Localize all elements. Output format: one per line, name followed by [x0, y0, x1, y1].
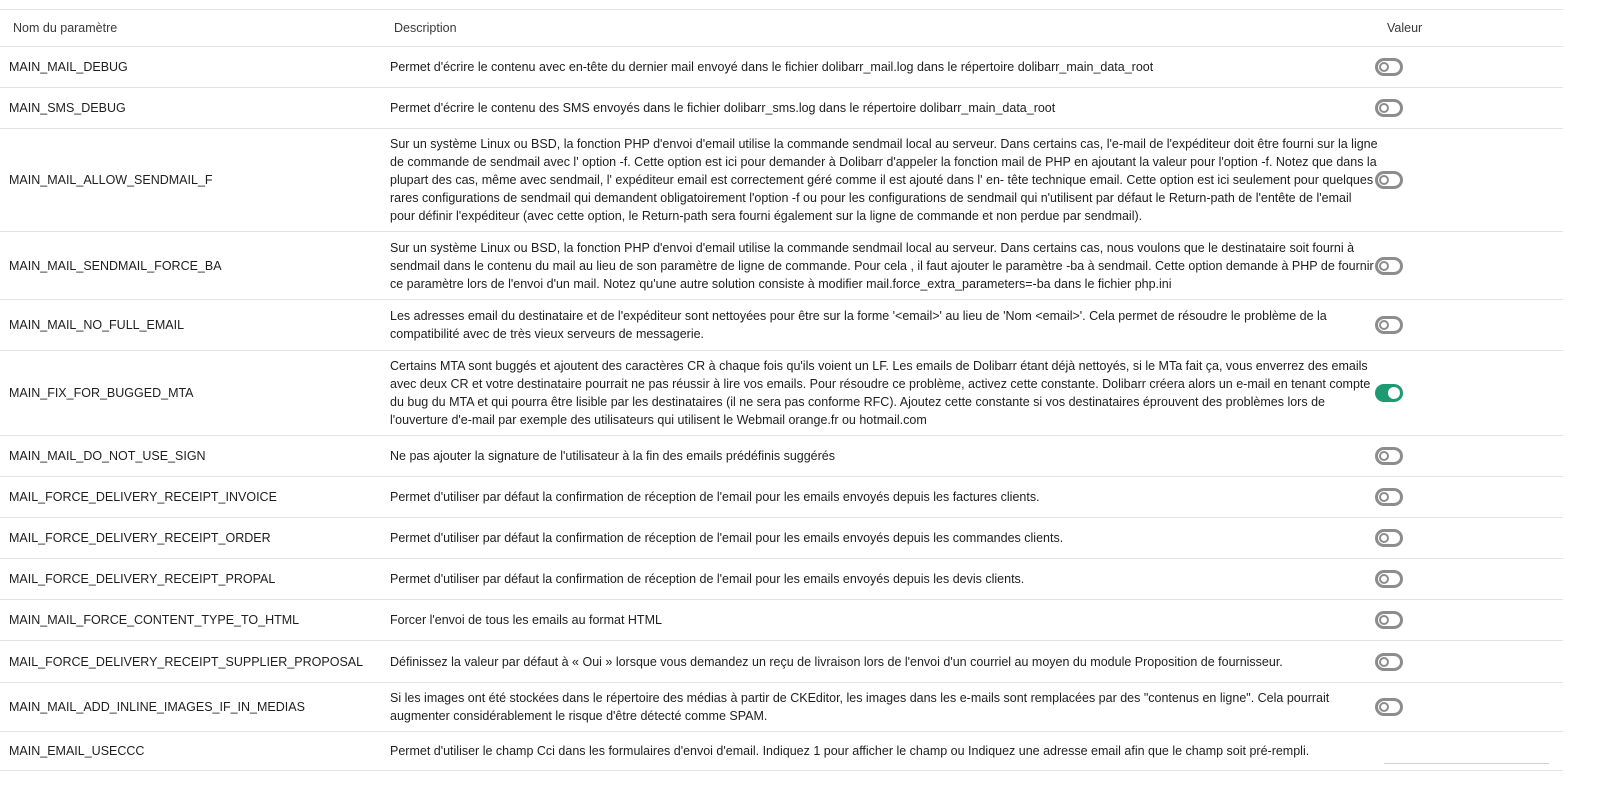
parameter-description: Forcer l'envoi de tous les emails au format HTML	[390, 600, 1378, 641]
table-row	[0, 129, 1563, 232]
parameter-value-cell	[1378, 47, 1563, 88]
toggle-knob	[1379, 615, 1389, 625]
parameter-name: MAIN_MAIL_SENDMAIL_FORCE_BA	[0, 232, 390, 300]
parameter-value-cell	[1378, 477, 1563, 518]
parameter-description: Certains MTA sont buggés et ajoutent des caractères CR à chaque fois qu'ils voient un LF. Les emails de Dolibarr étant déjà nettoyés, si le MTa fait ça, vous enverrez des emails avec deux CR et votre destinataire pourrait ne pas réussir à lire vos emails. Pour résoudre ce problème, activez cette constante. Dolibarr créera alors un e-mail en tenant compte du bug du MTA et qui pourra être lisible par les destinataires (il ne sera pas conforme RFC). Ajoutez cette constante si vos destinataires éprouvent des problèmes lors de l'ouverture d'e-mail par exemple des utilisateurs qui utilisent le Webmail orange.fr ou hotmail.com	[390, 351, 1378, 436]
toggle-off-icon[interactable]	[1375, 257, 1403, 275]
parameter-name: MAIN_MAIL_ADD_INLINE_IMAGES_IF_IN_MEDIAS	[0, 683, 390, 732]
parameter-name: MAIL_FORCE_DELIVERY_RECEIPT_INVOICE	[0, 477, 390, 518]
parameter-description: Permet d'écrire le contenu des SMS envoyés dans le fichier dolibarr_sms.log dans le répertoire dolibarr_main_data_root	[390, 88, 1378, 129]
parameter-value-cell	[1378, 300, 1563, 351]
parameter-value-cell	[1378, 518, 1563, 559]
parameter-value-cell	[1378, 683, 1563, 732]
table-row	[0, 47, 1563, 88]
toggle-off-icon[interactable]	[1375, 611, 1403, 629]
parameter-value-cell	[1378, 129, 1563, 232]
parameter-name: MAIN_MAIL_ALLOW_SENDMAIL_F	[0, 129, 390, 232]
parameter-value-cell	[1378, 232, 1563, 300]
parameter-description: Permet d'écrire le contenu avec en-tête du dernier mail envoyé dans le fichier dolibarr_mail.log dans le répertoire dolibarr_main_data_root	[390, 47, 1378, 88]
table-row	[0, 477, 1563, 518]
toggle-knob	[1388, 387, 1400, 399]
column-header-name: Nom du paramètre	[0, 10, 390, 47]
table-row	[0, 732, 1563, 771]
toggle-knob	[1379, 103, 1389, 113]
toggle-knob	[1379, 492, 1389, 502]
parameter-value-cell	[1378, 641, 1563, 683]
toggle-off-icon[interactable]	[1375, 447, 1403, 465]
parameter-description: Si les images ont été stockées dans le répertoire des médias à partir de CKEditor, les images dans les e-mails sont remplacées par des "contenus en ligne". Cela pourrait augmenter considérablement le risque d'être détecté comme SPAM.	[390, 683, 1378, 732]
parameter-value-cell	[1378, 88, 1563, 129]
column-header-description: Description	[390, 10, 1378, 47]
parameter-name: MAIL_FORCE_DELIVERY_RECEIPT_ORDER	[0, 518, 390, 559]
table-header-row	[0, 10, 1563, 47]
column-header-value: Valeur	[1378, 10, 1563, 47]
toggle-off-icon[interactable]	[1375, 58, 1403, 76]
parameter-description: Permet d'utiliser le champ Cci dans les formulaires d'envoi d'email. Indiquez 1 pour afficher le champ ou Indiquez une adresse email afin que le champ soit pré-rempli.	[390, 732, 1378, 771]
parameter-name: MAIL_FORCE_DELIVERY_RECEIPT_SUPPLIER_PROPOSAL	[0, 641, 390, 683]
parameter-description: Permet d'utiliser par défaut la confirmation de réception de l'email pour les emails envoyés depuis les devis clients.	[390, 559, 1378, 600]
table-row	[0, 300, 1563, 351]
toggle-knob	[1379, 574, 1389, 584]
toggle-knob	[1379, 261, 1389, 271]
parameter-value-cell	[1378, 732, 1563, 771]
table-row	[0, 559, 1563, 600]
table-row	[0, 351, 1563, 436]
table-row	[0, 518, 1563, 559]
parameter-name: MAIN_MAIL_FORCE_CONTENT_TYPE_TO_HTML	[0, 600, 390, 641]
parameter-name: MAIN_MAIL_DEBUG	[0, 47, 390, 88]
parameter-description: Les adresses email du destinataire et de l'expéditeur sont nettoyées pour être sur la forme '<email>' au lieu de 'Nom <email>'. Cela permet de résoudre le problème de la compatibilité avec de très vieux serveurs de messagerie.	[390, 300, 1378, 351]
parameter-description: Permet d'utiliser par défaut la confirmation de réception de l'email pour les emails envoyés depuis les factures clients.	[390, 477, 1378, 518]
parameter-name: MAIN_FIX_FOR_BUGGED_MTA	[0, 351, 390, 436]
table-row	[0, 232, 1563, 300]
parameter-description: Permet d'utiliser par défaut la confirmation de réception de l'email pour les emails envoyés depuis les commandes clients.	[390, 518, 1378, 559]
toggle-on-icon[interactable]	[1375, 384, 1403, 402]
parameter-name: MAIN_SMS_DEBUG	[0, 88, 390, 129]
parameter-value-cell	[1378, 600, 1563, 641]
toggle-knob	[1379, 702, 1389, 712]
parameter-value-cell	[1378, 351, 1563, 436]
toggle-off-icon[interactable]	[1375, 488, 1403, 506]
table-row	[0, 436, 1563, 477]
parameter-name: MAIN_EMAIL_USECCC	[0, 732, 390, 771]
parameter-description: Ne pas ajouter la signature de l'utilisateur à la fin des emails prédéfinis suggérés	[390, 436, 1378, 477]
toggle-knob	[1379, 62, 1389, 72]
toggle-off-icon[interactable]	[1375, 570, 1403, 588]
toggle-knob	[1379, 657, 1389, 667]
parameter-value-cell	[1378, 559, 1563, 600]
toggle-off-icon[interactable]	[1375, 698, 1403, 716]
parameter-description: Définissez la valeur par défaut à « Oui » lorsque vous demandez un reçu de livraison lors de l'envoi d'un courriel au moyen du module Proposition de fournisseur.	[390, 641, 1378, 683]
toggle-off-icon[interactable]	[1375, 653, 1403, 671]
parameters-table	[0, 9, 1563, 771]
toggle-off-icon[interactable]	[1375, 316, 1403, 334]
toggle-knob	[1379, 320, 1389, 330]
parameter-name: MAIL_FORCE_DELIVERY_RECEIPT_PROPAL	[0, 559, 390, 600]
table-row	[0, 683, 1563, 732]
parameter-name: MAIN_MAIL_DO_NOT_USE_SIGN	[0, 436, 390, 477]
parameter-name: MAIN_MAIL_NO_FULL_EMAIL	[0, 300, 390, 351]
toggle-knob	[1379, 175, 1389, 185]
table-row	[0, 88, 1563, 129]
parameter-description: Sur un système Linux ou BSD, la fonction PHP d'envoi d'email utilise la commande sendmail local au serveur. Dans certains cas, nous voulons que le destinataire soit fourni à sendmail dans le contenu du mail au lieu de son paramètre de ligne de commande. Pour cela , il faut ajouter le paramètre -ba à sendmail. Cette option demande à PHP de fournir ce paramètre lors de l'envoi d'un mail. Notez qu'une autre solution consiste à modifier mail.force_extra_parameters=-ba dans le fichier php.ini	[390, 232, 1378, 300]
toggle-off-icon[interactable]	[1375, 529, 1403, 547]
table-row	[0, 641, 1563, 683]
toggle-off-icon[interactable]	[1375, 99, 1403, 117]
parameter-value-cell	[1378, 436, 1563, 477]
toggle-knob	[1379, 533, 1389, 543]
parameter-description: Sur un système Linux ou BSD, la fonction PHP d'envoi d'email utilise la commande sendmail local au serveur. Dans certains cas, l'e-mail de l'expéditeur doit être fourni sur la ligne de commande de sendmail avec l' option -f. Cette option est ici pour demander à Dolibarr d'appeler la fonction mail de PHP en ajoutant la valeur pour l'option -f. Notez que dans la plupart des cas, même avec sendmail, l' expéditeur email est correctement géré comme il est ajouté dans l' en- tête technique email. Cette option est ici seulement pour quelques rares configurations de sendmail qui demandent obligatoirement l'option -f ou pour les configurations de sendmail qui n'utilisent par défaut le Return-path de l'entête de l'email pour définir l'expéditeur (avec cette option, le Return-path sera fourni également sur la ligne de commande et non perdue par sendmail).	[390, 129, 1378, 232]
parameters-table-body	[0, 47, 1563, 771]
toggle-knob	[1379, 451, 1389, 461]
value-input-field[interactable]	[1384, 763, 1549, 764]
table-row	[0, 600, 1563, 641]
toggle-off-icon[interactable]	[1375, 171, 1403, 189]
